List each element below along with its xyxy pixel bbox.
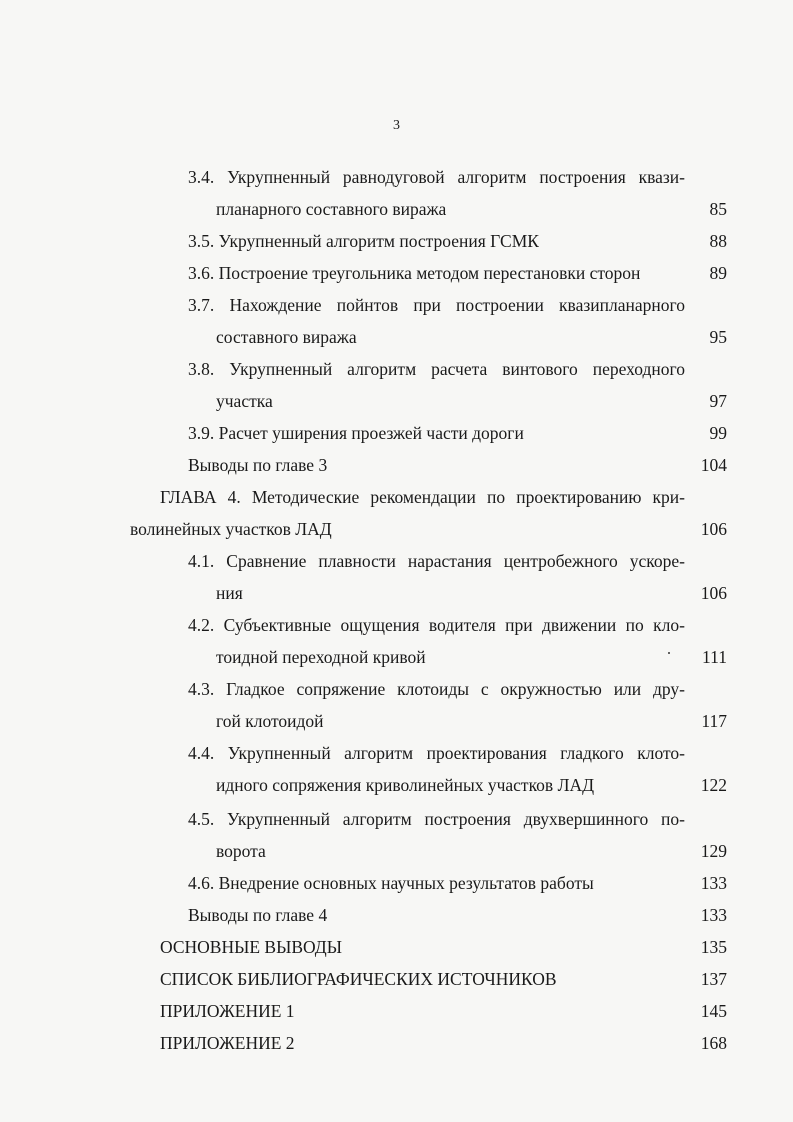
- toc-entry-appendix-1: ПРИЛОЖЕНИЕ 1: [160, 1001, 295, 1021]
- toc-entry-3-4-page: 85: [709, 199, 727, 219]
- toc-entry-4-6-page: 133: [700, 873, 727, 893]
- toc-entry-3-9: 3.9. Расчет уширения проезжей части дороги: [188, 423, 524, 443]
- page-number: 3: [393, 118, 400, 133]
- toc-entry-4-2-page: 111: [702, 647, 727, 667]
- toc-entry-chapter-4-page: 106: [700, 519, 727, 539]
- toc-entry-4-2-line1: 4.2. Субъективные ощущения водителя при движении по кло-: [188, 615, 685, 635]
- toc-entry-3-8-line1: 3.8. Укрупненный алгоритм расчета винтового переходного: [188, 359, 685, 379]
- toc-entry-bibliography-page: 137: [700, 969, 727, 989]
- toc-entry-conclusions-ch4: Выводы по главе 4: [188, 905, 328, 925]
- toc-entry-3-4-line2: планарного составного виража: [216, 199, 447, 219]
- toc-entry-4-2-line2: тоидной переходной кривой: [216, 647, 426, 667]
- toc-entry-chapter-4-line1: ГЛАВА 4. Методические рекомендации по проектированию кри-: [160, 487, 685, 507]
- toc-entry-4-4-line2: идного сопряжения криволинейных участков ЛАД: [216, 775, 595, 795]
- toc-entry-4-3-page: 117: [701, 711, 727, 731]
- toc-entry-conclusions-ch4-page: 133: [700, 905, 727, 925]
- toc-entry-4-1-line1: 4.1. Сравнение плавности нарастания центробежного ускоре-: [188, 551, 685, 571]
- scan-speck: [668, 652, 670, 654]
- toc-entry-3-8-page: 97: [709, 391, 727, 411]
- toc-entry-3-6-page: 89: [709, 263, 727, 283]
- toc-entry-3-8-line2: участка: [216, 391, 273, 411]
- toc-entry-4-6: 4.6. Внедрение основных научных результатов работы: [188, 873, 594, 893]
- toc-entry-chapter-4-line2: волинейных участков ЛАД: [130, 519, 332, 539]
- toc-entry-3-9-page: 99: [709, 423, 727, 443]
- toc-entry-3-7-page: 95: [709, 327, 727, 347]
- toc-entry-3-5-page: 88: [709, 231, 727, 251]
- toc-entry-appendix-1-page: 145: [700, 1001, 727, 1021]
- toc-entry-4-5-line1: 4.5. Укрупненный алгоритм построения двухвершинного по-: [188, 809, 685, 829]
- toc-entry-4-5-page: 129: [700, 841, 727, 861]
- toc-entry-3-7-line1: 3.7. Нахождение пойнтов при построении квазипланарного: [188, 295, 685, 315]
- toc-entry-3-5: 3.5. Укрупненный алгоритм построения ГСМК: [188, 231, 539, 251]
- toc-entry-4-4-line1: 4.4. Укрупненный алгоритм проектирования гладкого клото-: [188, 743, 685, 763]
- toc-entry-appendix-2-page: 168: [700, 1033, 727, 1053]
- toc-entry-4-5-line2: ворота: [216, 841, 266, 861]
- toc-entry-3-6: 3.6. Построение треугольника методом перестановки сторон: [188, 263, 641, 283]
- toc-entry-conclusions-ch3-page: 104: [700, 455, 727, 475]
- toc-entry-4-1-page: 106: [700, 583, 727, 603]
- toc-entry-main-conclusions: ОСНОВНЫЕ ВЫВОДЫ: [160, 937, 343, 957]
- toc-entry-4-3-line1: 4.3. Гладкое сопряжение клотоиды с окружностью или дру-: [188, 679, 685, 699]
- toc-entry-4-4-page: 122: [700, 775, 727, 795]
- toc-entry-main-conclusions-page: 135: [700, 937, 727, 957]
- toc-entry-3-7-line2: составного виража: [216, 327, 357, 347]
- toc-entry-conclusions-ch3: Выводы по главе 3: [188, 455, 328, 475]
- toc-entry-bibliography: СПИСОК БИБЛИОГРАФИЧЕСКИХ ИСТОЧНИКОВ: [160, 969, 557, 989]
- toc-entry-appendix-2: ПРИЛОЖЕНИЕ 2: [160, 1033, 295, 1053]
- toc-entry-3-4-line1: 3.4. Укрупненный равнодуговой алгоритм построения квази-: [188, 167, 685, 187]
- toc-entry-4-1-line2: ния: [216, 583, 243, 603]
- toc-entry-4-3-line2: гой клотоидой: [216, 711, 324, 731]
